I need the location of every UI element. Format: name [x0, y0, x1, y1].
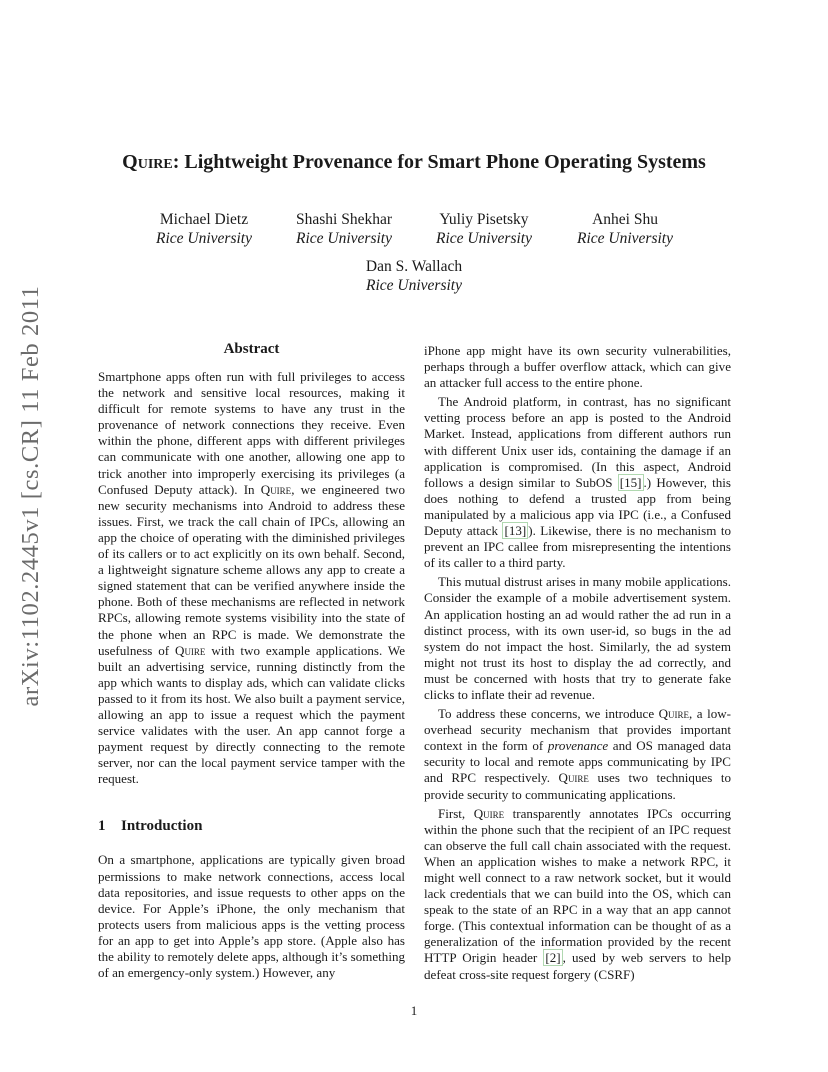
emphasis-provenance: provenance [547, 738, 609, 754]
author-4 [545, 210, 705, 248]
text-run: ). Likewise, there is no mechanism to prevent an IPC callee from misrepresenting the intentions of its caller to a third party. [424, 523, 732, 571]
text-run: uses two techniques to provide security to communicating applications. [424, 770, 732, 802]
author-name: Dan S. Wallach [365, 258, 463, 275]
author-2 [264, 210, 424, 248]
author-1 [124, 210, 284, 248]
text-run: , used by web servers to help defeat cross-site request forgery (CSRF) [424, 950, 732, 982]
system-name: Quire [558, 770, 589, 786]
title-system-name: Quire [122, 151, 173, 173]
left-column [98, 340, 405, 981]
author-affiliation: Rice University [156, 230, 252, 247]
text-run: , a low-overhead security mechanism that provides important context in the form of [424, 706, 731, 754]
section-number: 1 [98, 818, 106, 835]
paper-title [0, 151, 828, 174]
paragraph-mutual-distrust: This mutual distrust arises in many mobile applications. Consider the example of a mobile advertisement system. An application hosting an ad would rather the ad run in a distinct process, with its own user-id, so bugs in the ad system do not impact the host. Similarly, the ad system might not trust its host to display the ad correctly, and must be concerned with hosts that try to generate fake clicks to inflate their ad revenue. [424, 574, 731, 702]
page-number: 1 [410, 1003, 418, 1018]
author-5 [334, 257, 494, 295]
system-name: Quire [473, 805, 505, 821]
abstract-text: Smartphone apps often run with full privileges to access the network and sensitive local resources, making it difficult for remote systems to have any trust in the provenance of network connections they receive. Even within the phone, different apps with different privileges can communicate with one another, allowing one app to trick another into improperly exercising its privileges (a Confused Deputy attack). In Quire, we engineered two new security mechanisms into Android to address these issues. First, we track the call chain of IPCs, allowing an app the choice of operating with the diminished privileges of its callers or to act explicitly on its own behalf. Second, a lightweight signature scheme allows any app to create a signed statement that can be verified anywhere inside the phone. Both of these mechanisms are reflected in network RPCs, allowing remote systems visibility into the state of the phone when an RPC is made. We demonstrate the usefulness of Quire with two example applications. We built an advertising service, running distinctly from the app which wants to display ads, which can validate clicks passed to it from its host. We also built a payment service, allowing an app to issue a request which the payment service validates with the user. An app cannot forge a payment request by directly connecting to the remote server, nor can the local payment service tamper with the request. [98, 369, 405, 787]
paragraph-android [424, 394, 731, 571]
text-run: The Android platform, in contrast, has no significant vetting process before an app is posted to the Android Market. Instead, applications from different authors run with different Unix user ids, containing the damage if an application is compromised. (In this aspect, Android follows a design similar to SubOS [424, 394, 731, 490]
text-run: transparently annotates IPCs occurring within the phone such that the recipient of an IPC request can observe the full call chain associated with the request. When an application wishes to make a network RPC, it might well connect to a raw network socket, but it would lack credentials that we can build into the OS, which can speak to the state of an RPC in a way that an app cannot forge. (This contextual information can be thought of as a generalization of the information provided by the recent HTTP Origin header [424, 805, 731, 966]
citation-link-2[interactable]: [2] [545, 950, 561, 966]
text-run: .) However, this does nothing to defend a trusted app from being manipulated by a malicious app via IPC (i.e., a Confused Deputy attack [424, 474, 731, 539]
system-name: Quire [175, 642, 206, 658]
author-affiliation: Rice University [366, 277, 462, 294]
paragraph-introduce-quire [424, 706, 731, 803]
section-title: Introduction [121, 818, 203, 835]
section-heading-introduction [98, 817, 405, 835]
paragraph-continued: iPhone app might have its own security vulnerabilities, perhaps through a buffer overflow attack, which can give an attacker full access to the entire phone. [424, 343, 731, 391]
author-affiliation: Rice University [577, 230, 673, 247]
title-rest: : Lightweight Provenance for Smart Phone Operating Systems [172, 151, 706, 173]
abstract-heading: Abstract [223, 341, 280, 357]
text-run: To address these concerns, we introduce [438, 706, 659, 722]
arxiv-identifier: arXiv:1102.2445v1 [cs.CR] 11 Feb 2011 [17, 285, 44, 707]
citation-link-15[interactable]: [15] [619, 474, 642, 490]
text-run: and OS managed data security to local and remote apps communicating by IPC and RPC respectively. [424, 738, 731, 786]
right-column [424, 343, 731, 983]
author-name: Anhei Shu [592, 211, 658, 228]
system-name: Quire [260, 481, 292, 497]
author-name: Shashi Shekhar [295, 211, 392, 228]
author-name: Michael Dietz [159, 211, 249, 228]
author-3 [404, 210, 564, 248]
intro-paragraph: On a smartphone, applications are typically given broad permissions to make network connections, access local data repositories, and issue requests to other apps on the device. For Apple’s iPhone, the only mechanism that protects users from malicious apps is the vetting process for an app to get into Apple’s app store. (Apple also has the ability to remotely delete apps, although it’s something of an emergency-only system.) However, any [98, 852, 405, 981]
author-name: Yuliy Pisetsky [439, 211, 529, 228]
author-affiliation: Rice University [296, 230, 392, 247]
system-name: Quire [658, 706, 690, 722]
text-run: First, [438, 805, 474, 821]
citation-link-13[interactable]: [13] [504, 523, 527, 539]
author-affiliation: Rice University [436, 230, 532, 247]
paragraph-first-technique [424, 806, 731, 983]
